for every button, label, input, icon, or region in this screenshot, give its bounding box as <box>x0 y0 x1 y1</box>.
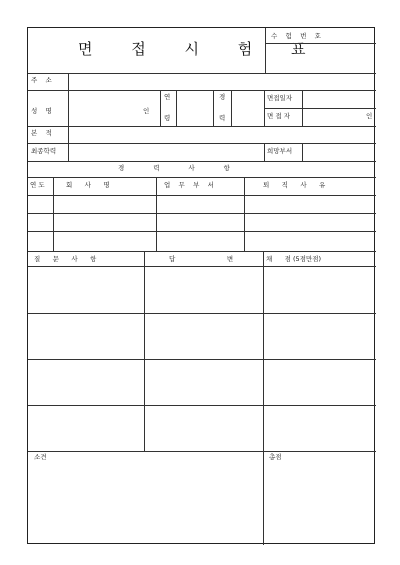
career-row[interactable] <box>28 232 376 251</box>
exam-number-field[interactable] <box>266 44 376 73</box>
total-score-label: 총점 <box>269 453 282 461</box>
education-label: 최종학력 <box>31 147 57 155</box>
interviewer-seal-mark: 인 <box>366 112 373 120</box>
interview-date-label: 면접일자 <box>267 94 293 102</box>
career-section-header: 경 력 사 항 <box>118 164 230 172</box>
career-row[interactable] <box>28 196 376 213</box>
col-line <box>264 143 265 161</box>
name-label: 성 명 <box>31 107 52 115</box>
qa-col-answer: 답 변 <box>169 255 234 263</box>
qa-row[interactable] <box>28 406 376 451</box>
address-label: 주 소 <box>31 76 52 84</box>
age-field[interactable] <box>177 91 212 125</box>
name-seal-mark: 인 <box>143 107 150 115</box>
career-col-department: 업 무 부 서 <box>164 181 214 189</box>
qa-row[interactable] <box>28 360 376 405</box>
age-label-bottom: 령 <box>164 114 171 122</box>
address-field[interactable] <box>69 74 376 90</box>
career-col-reason: 퇴 직 사 유 <box>263 181 326 189</box>
interview-date-field[interactable] <box>303 91 376 107</box>
interview-form <box>27 27 375 544</box>
row-line <box>28 177 376 178</box>
interviewer-field[interactable] <box>303 109 363 125</box>
qa-col-score: 채 점 (5점만점) <box>266 255 322 263</box>
experience-label-top: 경 <box>219 93 226 101</box>
exam-number-label: 수 험 번 호 <box>271 32 321 40</box>
age-label-top: 연 <box>164 93 171 101</box>
education-field[interactable] <box>69 144 264 161</box>
qa-row[interactable] <box>28 267 376 313</box>
experience-field[interactable] <box>232 91 263 125</box>
row-line <box>28 161 376 162</box>
total-score-field[interactable] <box>264 464 376 544</box>
desired-department-label: 희망부서 <box>267 147 293 155</box>
hometown-field[interactable] <box>69 127 376 143</box>
row-line <box>28 451 376 452</box>
desired-department-field[interactable] <box>303 144 376 161</box>
opinion-label: 소견 <box>34 453 47 461</box>
career-row[interactable] <box>28 214 376 231</box>
qa-col-question: 질 문 사 항 <box>34 255 97 263</box>
col-line <box>160 90 161 126</box>
hometown-label: 본 적 <box>31 129 52 137</box>
experience-label-bottom: 력 <box>219 114 226 122</box>
form-title: 면 접 시 험 표 <box>78 40 323 58</box>
row-line <box>28 251 376 252</box>
col-line <box>213 90 214 126</box>
qa-row[interactable] <box>28 314 376 359</box>
opinion-field[interactable] <box>28 464 262 544</box>
interviewer-label: 면 접 자 <box>267 112 290 120</box>
career-col-year: 연 도 <box>30 181 45 189</box>
career-col-company: 회 사 명 <box>66 181 110 189</box>
